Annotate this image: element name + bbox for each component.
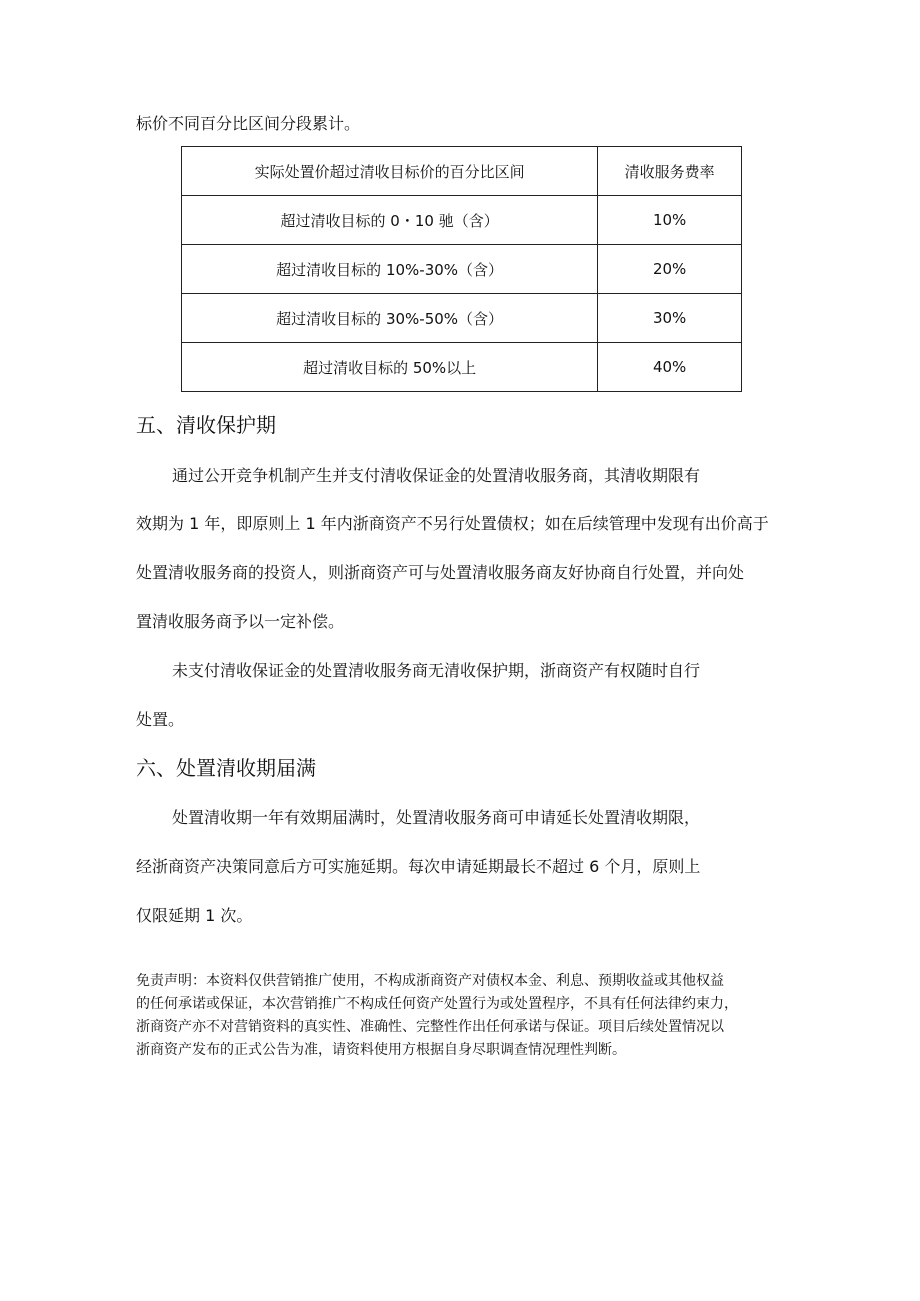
- table-cell: 40%: [598, 343, 742, 392]
- table-cell: 超过清收目标的 30%-50%（含）: [182, 294, 598, 343]
- table-cell: 10%: [598, 196, 742, 245]
- table-cell: 超过清收目标的 50%以上: [182, 343, 598, 392]
- table-header-cell: 清收服务费率: [598, 147, 742, 196]
- section-6-heading: 六、处置清收期届满: [136, 756, 316, 780]
- fee-rate-table: [181, 146, 742, 392]
- paragraph-line: 置清收服务商予以一定补偿。: [136, 612, 345, 631]
- table-cell: 超过清收目标的 0・10 驰（含）: [182, 196, 598, 245]
- paragraph-line: 通过公开竞争机制产生并支付清收保证金的处置清收服务商，其清收期限有: [172, 466, 701, 485]
- table-row: [182, 196, 742, 245]
- paragraph-line: 未支付清收保证金的处置清收服务商无清收保护期，浙商资产有权随时自行: [172, 661, 701, 680]
- disclaimer-line: 浙商资产发布的正式公告为准，请资料使用方根据自身尽职调查情况理性判断。: [136, 1042, 626, 1058]
- table-cell: 20%: [598, 245, 742, 294]
- paragraph-line: 处置清收服务商的投资人，则浙商资产可与处置清收服务商友好协商自行处置，并向处: [136, 563, 745, 582]
- section-5-heading: 五、清收保护期: [136, 413, 276, 437]
- intro-fragment: 标价不同百分比区间分段累计。: [136, 114, 361, 133]
- paragraph-line: 处置清收期一年有效期届满时，处置清收服务商可申请延长处置清收期限，: [172, 808, 701, 827]
- paragraph-line: 处置。: [136, 710, 185, 729]
- table-cell: 超过清收目标的 10%-30%（含）: [182, 245, 598, 294]
- disclaimer-line: 浙商资产亦不对营销资料的真实性、准确性、完整性作出任何承诺与保证。项目后续处置情况以: [136, 1019, 724, 1035]
- table-row: [182, 294, 742, 343]
- table-cell: 30%: [598, 294, 742, 343]
- disclaimer-line: 的任何承诺或保证，本次营销推广不构成任何资产处置行为或处置程序，不具有任何法律约束力，: [136, 996, 738, 1012]
- disclaimer-line: 免责声明：本资料仅供营销推广使用，不构成浙商资产对债权本金、利息、预期收益或其他权益: [136, 973, 724, 989]
- table-header-cell: 实际处置价超过清收目标价的百分比区间: [182, 147, 598, 196]
- table-row: [182, 245, 742, 294]
- paragraph-line: 仅限延期 1 次。: [136, 906, 253, 925]
- paragraph-line: 效期为 1 年，即原则上 1 年内浙商资产不另行处置债权；如在后续管理中发现有出价高于: [136, 514, 769, 533]
- table-row: [182, 343, 742, 392]
- table-header-row: [182, 147, 742, 196]
- paragraph-line: 经浙商资产决策同意后方可实施延期。每次申请延期最长不超过 6 个月，原则上: [136, 857, 701, 876]
